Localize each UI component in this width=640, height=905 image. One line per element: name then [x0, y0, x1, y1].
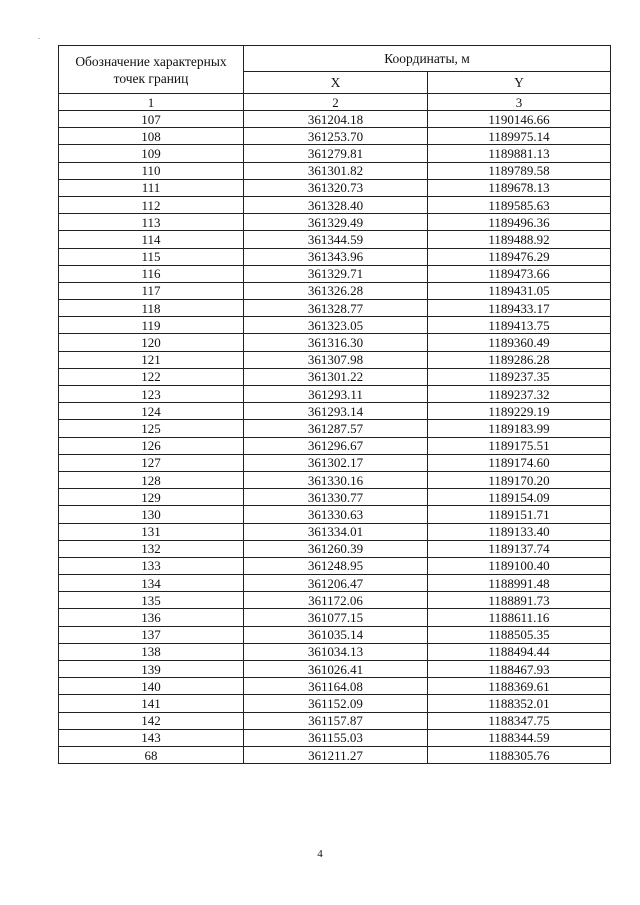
table-row — [59, 661, 611, 678]
y-coordinate-cell: 1188611.16 — [428, 609, 611, 626]
table-row — [59, 678, 611, 695]
table-row — [59, 179, 611, 196]
x-coordinate-cell: 361206.47 — [244, 575, 428, 592]
column-number: 3 — [428, 94, 611, 111]
y-coordinate-cell: 1188467.93 — [428, 661, 611, 678]
column-number: 1 — [59, 94, 244, 111]
point-id-cell: 124 — [59, 403, 244, 420]
table-row — [59, 300, 611, 317]
y-coordinate-cell: 1190146.66 — [428, 111, 611, 128]
table-row — [59, 454, 611, 471]
point-id-cell: 116 — [59, 265, 244, 282]
table-row — [59, 695, 611, 712]
point-id-cell: 107 — [59, 111, 244, 128]
table-row — [59, 231, 611, 248]
y-coordinate-cell: 1189151.71 — [428, 506, 611, 523]
table-row — [59, 145, 611, 162]
x-coordinate-cell: 361302.17 — [244, 454, 428, 471]
point-id-cell: 130 — [59, 506, 244, 523]
table-row — [59, 162, 611, 179]
table-row — [59, 746, 611, 763]
x-coordinate-cell: 361164.08 — [244, 678, 428, 695]
y-coordinate-cell: 1189133.40 — [428, 523, 611, 540]
x-coordinate-cell: 361211.27 — [244, 746, 428, 763]
x-coordinate-cell: 361248.95 — [244, 557, 428, 574]
point-id-cell: 143 — [59, 729, 244, 746]
table-row — [59, 282, 611, 299]
y-coordinate-cell: 1189585.63 — [428, 196, 611, 213]
table-row — [59, 265, 611, 282]
x-coordinate-cell: 361287.57 — [244, 420, 428, 437]
table-row — [59, 214, 611, 231]
x-coordinate-cell: 361343.96 — [244, 248, 428, 265]
table-row — [59, 540, 611, 557]
y-coordinate-cell: 1189100.40 — [428, 557, 611, 574]
point-id-cell: 137 — [59, 626, 244, 643]
point-id-cell: 119 — [59, 317, 244, 334]
table-row — [59, 368, 611, 385]
table-row — [59, 334, 611, 351]
y-coordinate-cell: 1189237.32 — [428, 386, 611, 403]
point-id-cell: 136 — [59, 609, 244, 626]
x-coordinate-cell: 361296.67 — [244, 437, 428, 454]
y-coordinate-cell: 1189496.36 — [428, 214, 611, 231]
y-coordinate-cell: 1189881.13 — [428, 145, 611, 162]
y-coordinate-cell: 1189286.28 — [428, 351, 611, 368]
header-coordinates: Координаты, м — [244, 46, 611, 72]
point-id-cell: 129 — [59, 489, 244, 506]
scan-speck — [38, 38, 40, 39]
table-row — [59, 437, 611, 454]
point-id-cell: 111 — [59, 179, 244, 196]
x-coordinate-cell: 361077.15 — [244, 609, 428, 626]
header-point-designation: Обозначение характерных точек границ — [59, 46, 244, 94]
x-coordinate-cell: 361301.22 — [244, 368, 428, 385]
x-coordinate-cell: 361152.09 — [244, 695, 428, 712]
y-coordinate-cell: 1188347.75 — [428, 712, 611, 729]
x-coordinate-cell: 361035.14 — [244, 626, 428, 643]
point-id-cell: 112 — [59, 196, 244, 213]
x-coordinate-cell: 361329.71 — [244, 265, 428, 282]
y-coordinate-cell: 1189183.99 — [428, 420, 611, 437]
table-row — [59, 471, 611, 488]
y-coordinate-cell: 1189473.66 — [428, 265, 611, 282]
y-coordinate-cell: 1188991.48 — [428, 575, 611, 592]
point-id-cell: 127 — [59, 454, 244, 471]
y-coordinate-cell: 1189360.49 — [428, 334, 611, 351]
point-id-cell: 125 — [59, 420, 244, 437]
y-coordinate-cell: 1189170.20 — [428, 471, 611, 488]
y-coordinate-cell: 1189137.74 — [428, 540, 611, 557]
y-coordinate-cell: 1188494.44 — [428, 643, 611, 660]
table-row — [59, 506, 611, 523]
y-coordinate-cell: 1189431.05 — [428, 282, 611, 299]
y-coordinate-cell: 1189678.13 — [428, 179, 611, 196]
point-id-cell: 131 — [59, 523, 244, 540]
x-coordinate-cell: 361334.01 — [244, 523, 428, 540]
point-id-cell: 68 — [59, 746, 244, 763]
table-row — [59, 317, 611, 334]
y-coordinate-cell: 1188891.73 — [428, 592, 611, 609]
table-row — [59, 557, 611, 574]
point-id-cell: 114 — [59, 231, 244, 248]
point-id-cell: 139 — [59, 661, 244, 678]
x-coordinate-cell: 361157.87 — [244, 712, 428, 729]
x-coordinate-cell: 361204.18 — [244, 111, 428, 128]
table-row — [59, 575, 611, 592]
point-id-cell: 138 — [59, 643, 244, 660]
point-id-cell: 110 — [59, 162, 244, 179]
point-id-cell: 132 — [59, 540, 244, 557]
table-row — [59, 729, 611, 746]
table-row — [59, 196, 611, 213]
point-id-cell: 121 — [59, 351, 244, 368]
point-id-cell: 133 — [59, 557, 244, 574]
x-coordinate-cell: 361293.11 — [244, 386, 428, 403]
y-coordinate-cell: 1189154.09 — [428, 489, 611, 506]
y-coordinate-cell: 1188305.76 — [428, 746, 611, 763]
x-coordinate-cell: 361172.06 — [244, 592, 428, 609]
point-id-cell: 118 — [59, 300, 244, 317]
table-row — [59, 386, 611, 403]
table-row — [59, 128, 611, 145]
y-coordinate-cell: 1188505.35 — [428, 626, 611, 643]
y-coordinate-cell: 1188352.01 — [428, 695, 611, 712]
table-row — [59, 643, 611, 660]
coordinates-table — [58, 45, 611, 764]
table-row — [59, 403, 611, 420]
point-id-cell: 122 — [59, 368, 244, 385]
x-coordinate-cell: 361034.13 — [244, 643, 428, 660]
x-coordinate-cell: 361330.77 — [244, 489, 428, 506]
y-coordinate-cell: 1189174.60 — [428, 454, 611, 471]
table-row — [59, 523, 611, 540]
x-coordinate-cell: 361329.49 — [244, 214, 428, 231]
point-id-cell: 142 — [59, 712, 244, 729]
y-coordinate-cell: 1189229.19 — [428, 403, 611, 420]
header-y: Y — [428, 71, 611, 93]
table-row — [59, 609, 611, 626]
point-id-cell: 141 — [59, 695, 244, 712]
table-row — [59, 420, 611, 437]
column-number-row — [59, 94, 611, 111]
point-id-cell: 120 — [59, 334, 244, 351]
x-coordinate-cell: 361301.82 — [244, 162, 428, 179]
x-coordinate-cell: 361320.73 — [244, 179, 428, 196]
x-coordinate-cell: 361155.03 — [244, 729, 428, 746]
x-coordinate-cell: 361326.28 — [244, 282, 428, 299]
y-coordinate-cell: 1189488.92 — [428, 231, 611, 248]
x-coordinate-cell: 361330.63 — [244, 506, 428, 523]
header-x: X — [244, 71, 428, 93]
x-coordinate-cell: 361323.05 — [244, 317, 428, 334]
table-row — [59, 351, 611, 368]
point-id-cell: 109 — [59, 145, 244, 162]
y-coordinate-cell: 1188344.59 — [428, 729, 611, 746]
table-row — [59, 248, 611, 265]
point-id-cell: 135 — [59, 592, 244, 609]
y-coordinate-cell: 1189975.14 — [428, 128, 611, 145]
y-coordinate-cell: 1189237.35 — [428, 368, 611, 385]
x-coordinate-cell: 361253.70 — [244, 128, 428, 145]
x-coordinate-cell: 361328.77 — [244, 300, 428, 317]
point-id-cell: 108 — [59, 128, 244, 145]
point-id-cell: 123 — [59, 386, 244, 403]
x-coordinate-cell: 361344.59 — [244, 231, 428, 248]
y-coordinate-cell: 1188369.61 — [428, 678, 611, 695]
y-coordinate-cell: 1189413.75 — [428, 317, 611, 334]
x-coordinate-cell: 361293.14 — [244, 403, 428, 420]
x-coordinate-cell: 361307.98 — [244, 351, 428, 368]
x-coordinate-cell: 361279.81 — [244, 145, 428, 162]
x-coordinate-cell: 361026.41 — [244, 661, 428, 678]
point-id-cell: 134 — [59, 575, 244, 592]
table-row — [59, 489, 611, 506]
table-row — [59, 111, 611, 128]
y-coordinate-cell: 1189175.51 — [428, 437, 611, 454]
x-coordinate-cell: 361330.16 — [244, 471, 428, 488]
x-coordinate-cell: 361316.30 — [244, 334, 428, 351]
point-id-cell: 128 — [59, 471, 244, 488]
point-id-cell: 115 — [59, 248, 244, 265]
table-body — [59, 111, 611, 764]
table-row — [59, 626, 611, 643]
page-number: 4 — [317, 848, 323, 860]
point-id-cell: 113 — [59, 214, 244, 231]
x-coordinate-cell: 361260.39 — [244, 540, 428, 557]
point-id-cell: 140 — [59, 678, 244, 695]
column-number: 2 — [244, 94, 428, 111]
y-coordinate-cell: 1189433.17 — [428, 300, 611, 317]
x-coordinate-cell: 361328.40 — [244, 196, 428, 213]
point-id-cell: 126 — [59, 437, 244, 454]
y-coordinate-cell: 1189789.58 — [428, 162, 611, 179]
table-row — [59, 712, 611, 729]
point-id-cell: 117 — [59, 282, 244, 299]
y-coordinate-cell: 1189476.29 — [428, 248, 611, 265]
table-row — [59, 592, 611, 609]
